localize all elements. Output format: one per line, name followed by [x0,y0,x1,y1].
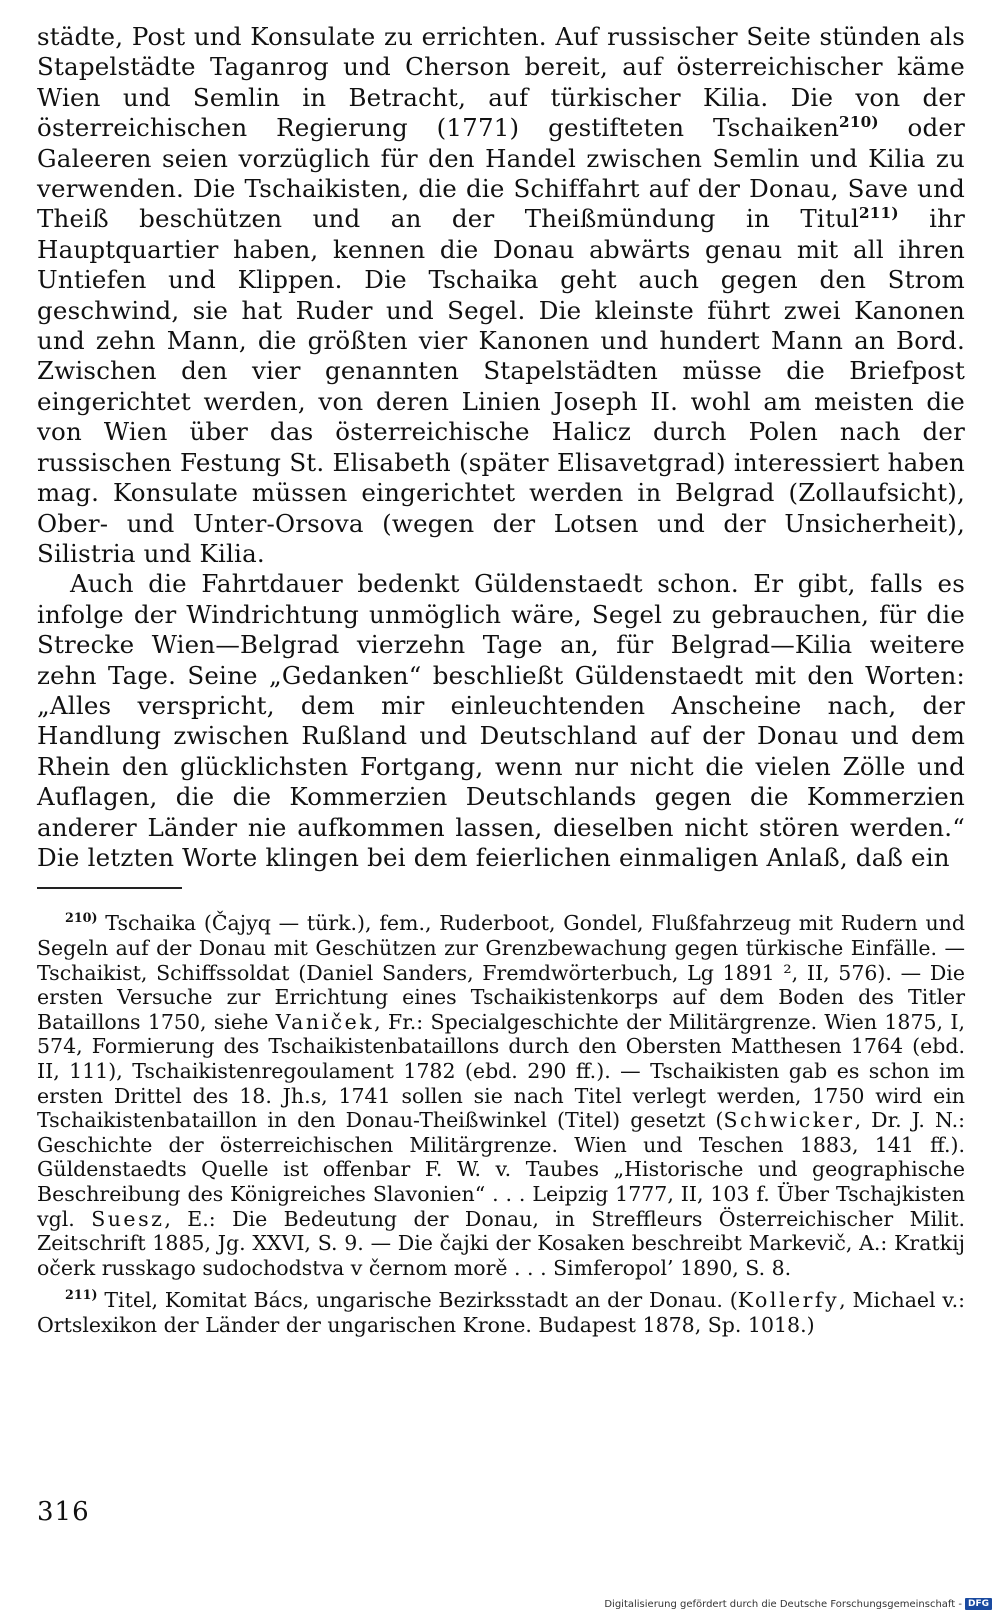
credit-text: Digitalisierung gefördert durch die Deutsche Forschungsgemeinschaft - [604,1598,962,1610]
footnote-divider [37,887,182,889]
footnote-ref-211: 211) [859,204,899,223]
footnotes [37,911,965,1337]
footnote-211 [37,1288,965,1337]
paragraph-1-text-a: städte, Post und Konsulate zu errichten. Auf russischer Seite stünden als Stapelstädte Taganrog und Cherson bereit, auf österreichischer käme Wien und Semlin in Betracht, auf türkischer Kilia. Die von der österreichischen Regierung (1771) gestifteten Tschaiken [37,22,965,143]
footnote-211-text-a: Titel, Komitat Bács, ungarische Bezirksstadt an der Donau. ( [97,1288,738,1313]
paragraph-2 [37,569,965,873]
footnote-ref-210: 210) [839,113,879,132]
footnote-211-text-b: , Michael v.: Ortslexikon der Länder der ungarischen Krone. Budapest 1878, Sp. 1018.) [37,1288,966,1337]
footnote-210 [37,911,965,1280]
footnote-210-text-a: Tschaika (Čajyq — türk.), fem., Ruderboot, Gondel, Flußfahrzeug mit Rudern und Segeln auf der Donau mit Geschützen zur Grenzbewachung gegen türkische Einfälle. — Tschaikist, Schiffssoldat (Daniel Sanders, Fremdwörterbuch, Lg 1891 ², II, 576). — Die ersten Versuche zur Errichtung eines Tschaikistenkorps auf dem Boden des Titler Bataillons 1750, siehe [37,911,965,1034]
footnote-211-author-kollerfy: Kollerfy [737,1288,840,1313]
paragraph-1-text-c: ihr Hauptquartier haben, kennen die Donau abwärts genau mit all ihren Untiefen und Klippen. Die Tschaika geht auch gegen den Strom geschwind, sie hat Ruder und Segel. Die kleinste führt zwei Kanonen und zehn Mann, die größten vier Kanonen und hundert Mann an Bord. Zwischen den vier genannten Stapelstädten müsse die Briefpost eingerichtet werden, von deren Linien Joseph II. wohl am meisten die von Wien über das österreichische Halicz durch Polen nach der russischen Festung St. Elisabeth (später Elisavetgrad) interessiert haben mag. Konsulate müssen eingerichtet werden in Belgrad (Zollaufsicht), Ober- und Unter-Orsova (wegen der Lotsen und der Unsicherheit), Silistria und Kilia. [37,204,965,568]
footnote-210-text-c: , Dr. J. N.: Geschichte der österreichischen Militärgrenze. Wien und Teschen 1883, 141 ff.). Güldenstaedts Quelle ist offenbar F. W. v. Taubes „Historische und geographische Beschreibung des Königreiches Slavonien“ . . . Leipzig 1777, II, 103 f. Über Tschajkisten vgl. [37,1108,965,1231]
paragraph-1-text-b: oder Galeeren seien vorzüglich für den Handel zwischen Semlin und Kilia zu verwenden. Die Tschaikisten, die die Schiffahrt auf der Donau, Save und Theiß beschützen und an der Theißmündung in Titul [37,113,965,234]
paragraph-1 [37,22,965,569]
dfg-logo: DFG [965,1598,992,1610]
footnote-210-author-vanicek: Vaniček [275,1009,375,1034]
footnote-210-author-suesz: Suesz [91,1206,165,1231]
digitization-credit [604,1598,992,1610]
footnote-210-marker: 210) [65,910,98,926]
footnote-210-author-schwicker: Schwicker [723,1108,855,1133]
page-number: 316 [37,1497,90,1527]
footnote-210-text-d: , E.: Die Bedeutung der Donau, in Streffleurs Österreichischer Milit. Zeitschrift 1885, Jg. XXVI, S. 9. — Die čajki der Kosaken beschreibt Markevič, A.: Kratkij očerk russkago sudochodstva v černom morě . . . Simferopol’ 1890, S. 8. [37,1206,965,1280]
paragraph-2-text: Auch die Fahrtdauer bedenkt Güldenstaedt schon. Er gibt, falls es infolge der Windrichtung unmöglich wäre, Segel zu gebrauchen, für die Strecke Wien—Belgrad vierzehn Tage an, für Belgrad—Kilia weitere zehn Tage. Seine „Gedanken“ beschließt Güldenstaedt mit den Worten: „Alles verspricht, dem mir einleuchtenden Anscheine nach, der Handlung zwischen Rußland und Deutschland auf der Donau und dem Rhein den glücklichsten Fortgang, wenn nur nicht die vielen Zölle und Auflagen, die die Kommerzien Deutschlands gegen die Kommerzien anderer Länder nie aufkommen lassen, dieselben nicht stören werden.“ Die letzten Worte klingen bei dem feierlichen einmaligen Anlaß, daß ein [37,569,965,872]
footnote-211-marker: 211) [65,1287,98,1303]
main-text [37,22,965,873]
footnote-210-text-b: , Fr.: Specialgeschichte der Militärgrenze. Wien 1875, I, 574, Formierung des Tschaikistenbataillons durch den Obersten Matthesen 1764 (ebd. II, 111), Tschaikistenregoulament 1782 (ebd. 290 ff.). — Tschaikisten gab es schon im ersten Drittel des 18. Jh.s, 1741 sollen sie nach Titel verlegt werden, 1750 wird ein Tschaikistenbataillon in den Donau-Theißwinkel (Titel) gesetzt ( [37,1009,965,1133]
page-content [37,22,965,1337]
